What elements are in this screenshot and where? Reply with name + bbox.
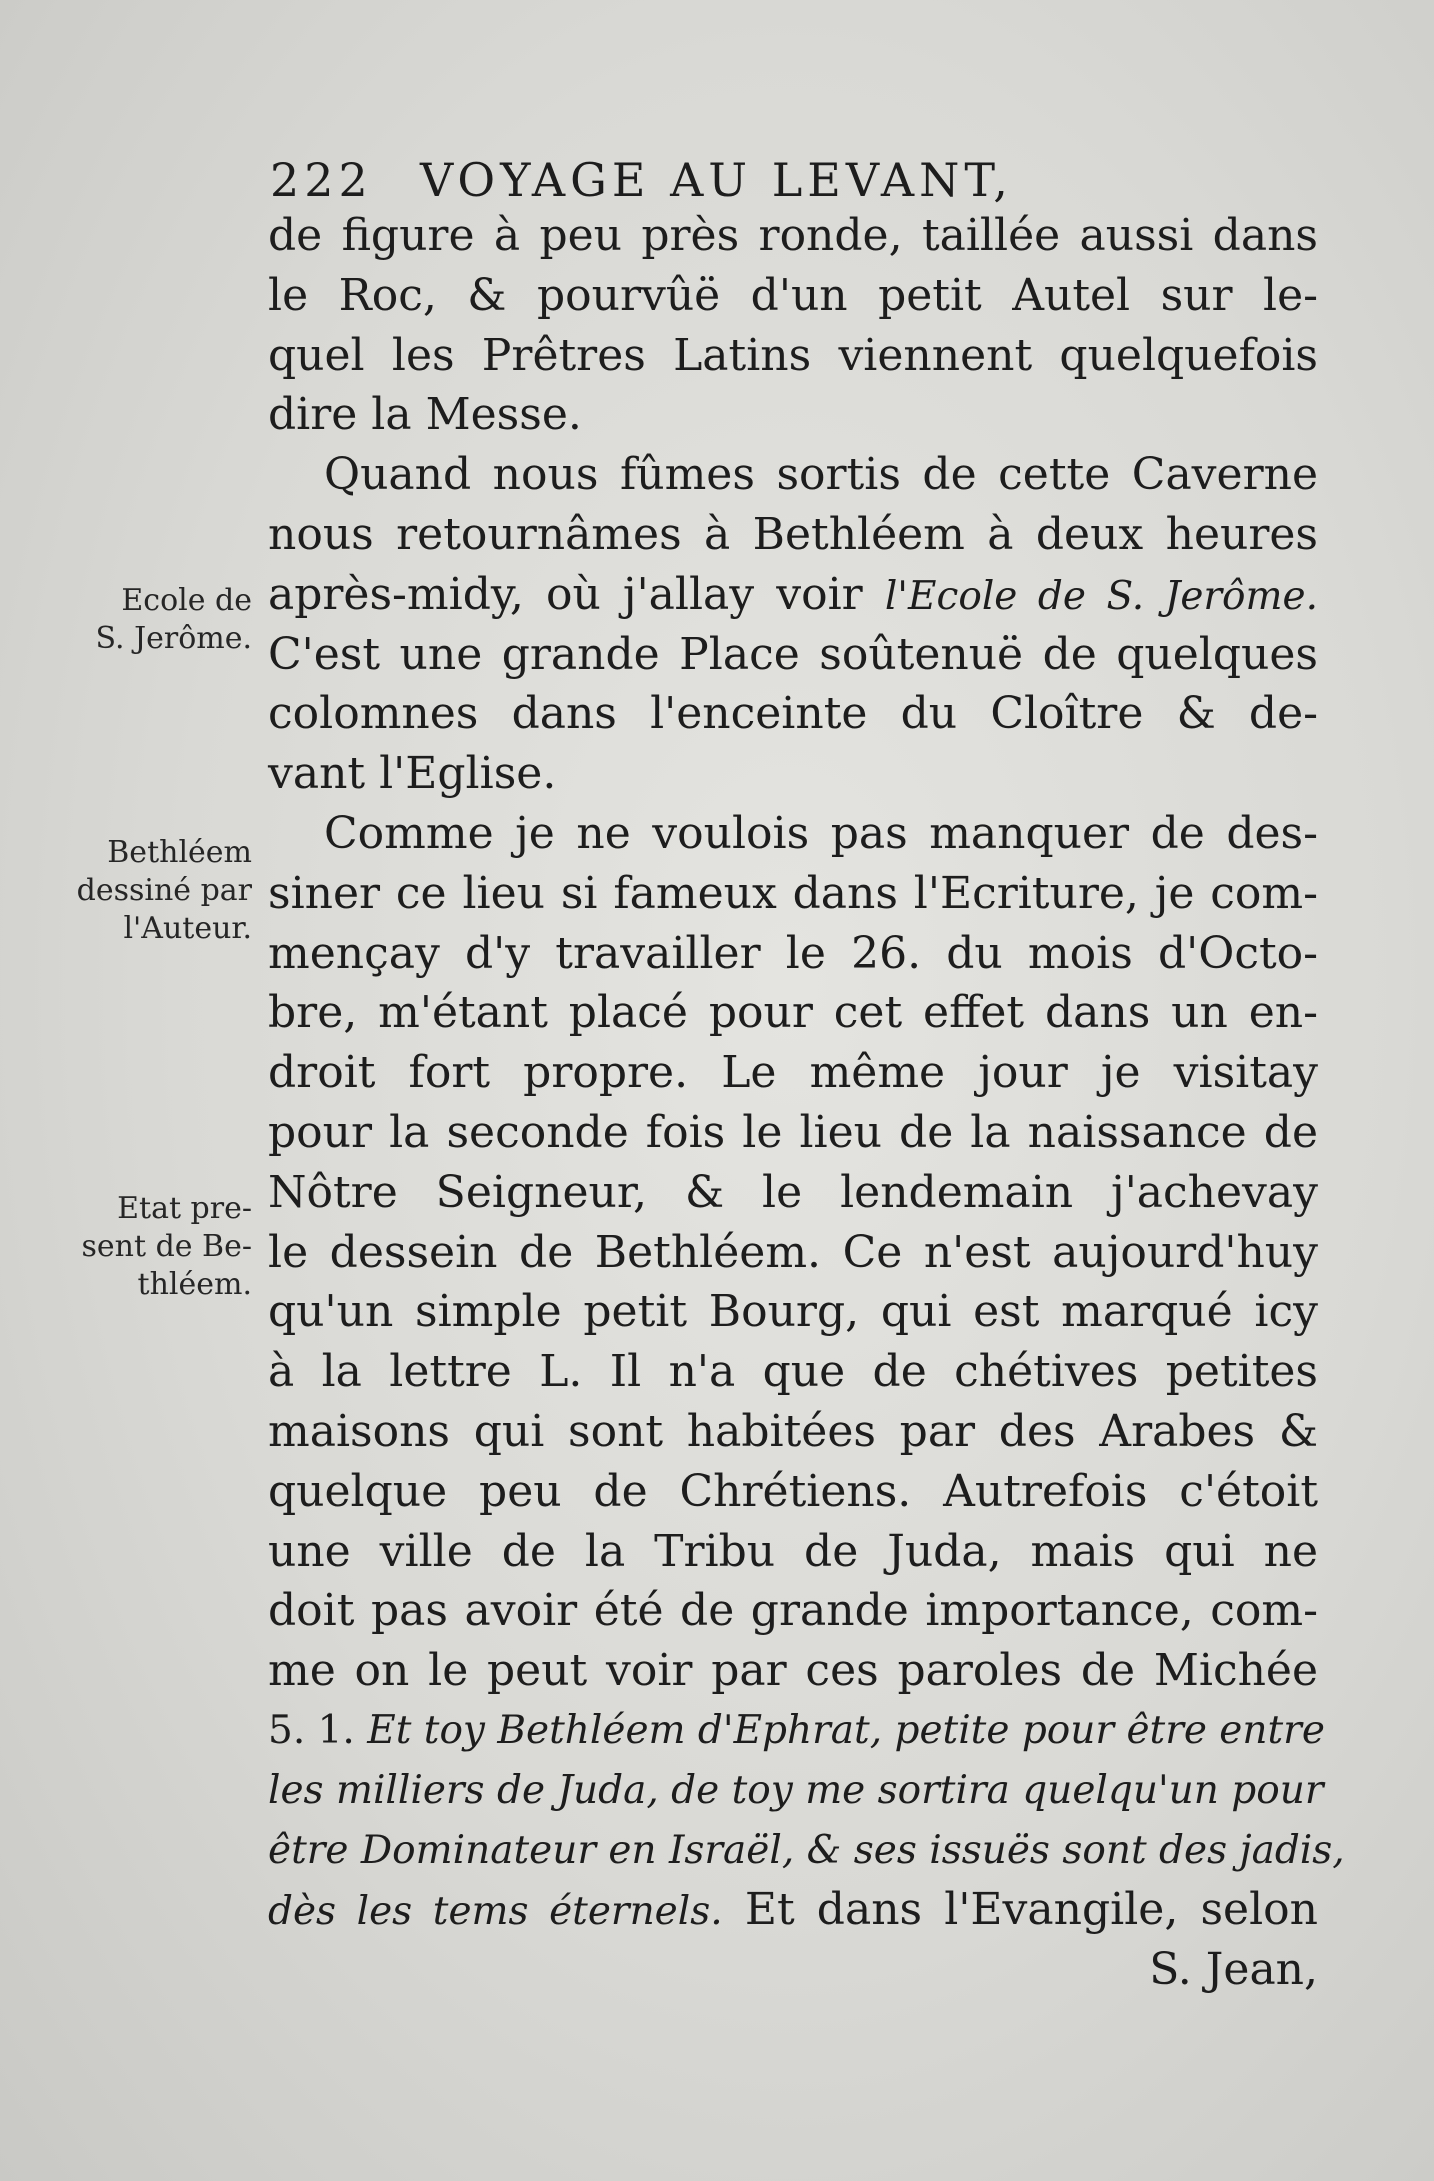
text-line: les milliers de Juda, de toy me sortira quelqu'un pour — [268, 1767, 1324, 1813]
text-line: quelque peu de Chrétiens. Autrefois c'étoit — [268, 1465, 1318, 1517]
text-line: qu'un simple petit Bourg, qui est marqué icy — [268, 1286, 1318, 1338]
margin-note-line: sent de Be- — [81, 1229, 252, 1264]
margin-note-line: S. Jerôme. — [95, 621, 252, 656]
margin-note-line: l'Auteur. — [123, 911, 252, 946]
margin-note-etat — [40, 1190, 252, 1304]
text-line — [268, 1701, 1325, 1761]
text-line: quel les Prêtres Latins viennent quelquefois — [268, 329, 1318, 381]
text-segment: Et dans l'Evangile, selon — [744, 1884, 1318, 1936]
text-line: le Roc, & pourvûë d'un petit Autel sur le- — [268, 269, 1318, 321]
text-line — [268, 565, 1318, 625]
text-line: dire la Messe. — [268, 389, 582, 441]
text-line: doit pas avoir été de grande importance, com- — [268, 1585, 1318, 1637]
text-line: le dessein de Bethléem. Ce n'est aujourd'huy — [268, 1226, 1318, 1278]
text-line: pour la seconde fois le lieu de la naissance de — [268, 1106, 1318, 1158]
text-line: siner ce lieu si fameux dans l'Ecriture, je com- — [268, 867, 1318, 919]
text-line: bre, m'étant placé pour cet effet dans un en- — [268, 987, 1318, 1039]
margin-note-ecole — [40, 582, 252, 658]
text-line: C'est une grande Place soûtenuë de quelques — [268, 628, 1318, 680]
italic-quotation: dès les tems éternels. — [268, 1889, 723, 1935]
margin-note-line: Ecole de — [121, 583, 252, 618]
text-line — [268, 1880, 1318, 1940]
show-through-text — [60, 250, 210, 330]
text-line: Quand nous fûmes sortis de cette Caverne — [324, 449, 1318, 501]
margin-note-line: thléem. — [137, 1267, 252, 1302]
italic-quotation: Et toy Bethléem d'Ephrat, petite pour être entre — [367, 1707, 1325, 1753]
catchword: S. Jean, — [1149, 1944, 1318, 1996]
page-number: 222 — [270, 153, 373, 207]
text-line: maisons qui sont habitées par des Arabes & — [268, 1405, 1318, 1457]
text-segment: après-midy, où j'allay voir — [268, 568, 863, 620]
text-line: vant l'Eglise. — [268, 748, 557, 800]
text-segment: 5. 1. — [268, 1707, 355, 1753]
text-line: droit fort propre. Le même jour je visitay — [268, 1047, 1318, 1099]
text-line: me on le peut voir par ces paroles de Michée — [268, 1645, 1318, 1697]
text-line: à la lettre L. Il n'a que de chétives petites — [268, 1346, 1318, 1398]
margin-note-bethleem — [40, 834, 252, 948]
text-line: de figure à peu près ronde, taillée aussi dans — [268, 210, 1318, 261]
text-line: une ville de la Tribu de Juda, mais qui ne — [268, 1525, 1318, 1577]
text-line: mençay d'y travailler le 26. du mois d'Octo- — [268, 927, 1318, 979]
text-line: être Dominateur en Israël, & ses issuës sont des jadis, — [268, 1827, 1345, 1873]
text-line: Nôtre Seigneur, & le lendemain j'achevay — [268, 1166, 1318, 1218]
text-line: Comme je ne voulois pas manquer de des- — [324, 807, 1318, 859]
text-line: colomnes dans l'enceinte du Cloître & de- — [268, 688, 1318, 740]
margin-note-line: Bethléem — [107, 835, 252, 870]
margin-note-line: dessiné par — [76, 873, 252, 908]
running-title: VOYAGE AU LEVANT, — [420, 153, 1013, 207]
italic-phrase: l'Ecole de S. Jerôme. — [884, 573, 1318, 619]
text-line: nous retournâmes à Bethléem à deux heures — [268, 508, 1318, 560]
margin-note-line: Etat pre- — [117, 1191, 252, 1226]
body-text — [268, 206, 1345, 2000]
running-header — [270, 150, 1170, 210]
